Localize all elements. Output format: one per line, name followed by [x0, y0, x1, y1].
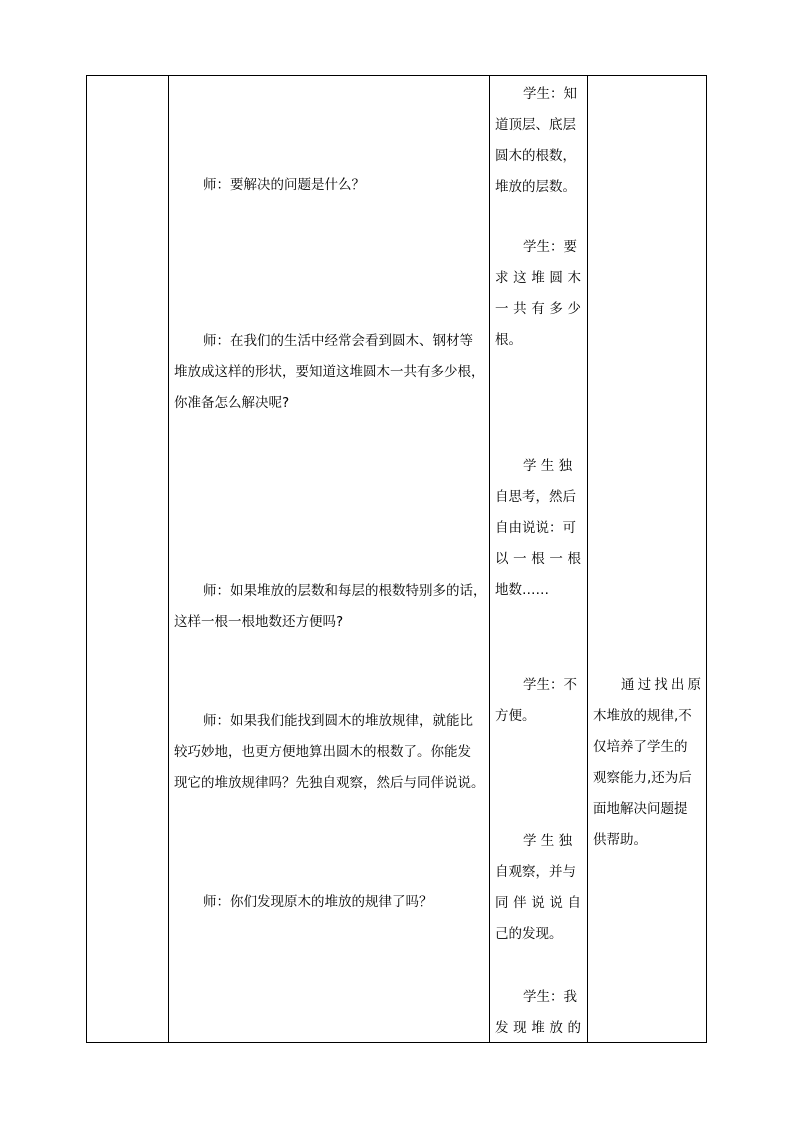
student-answer-5-line-1: 学 生 独 [523, 833, 573, 849]
student-answer-6-line-1: 学生：我 [523, 989, 577, 1005]
student-answer-3-line-3: 自由说说：可 [495, 520, 576, 536]
student-answer-4-line-1: 学生：不 [523, 677, 577, 693]
design-note-line-2: 木堆放的规律,不 [593, 708, 692, 724]
teacher-question-1: 师：要解决的问题是什么？ [203, 177, 365, 193]
design-note-line-6: 供帮助。 [593, 832, 647, 848]
design-note-line-5: 面地解决问题提 [593, 801, 688, 817]
student-answer-4-line-2: 方便。 [495, 708, 536, 724]
student-answer-5-line-2: 自观察，并与 [495, 864, 576, 880]
design-note-line-3: 仅培养了学生的 [593, 739, 688, 755]
student-answer-1-line-1: 学生：知 [523, 86, 577, 102]
teacher-question-4-line-3: 现它的堆放规律吗？先独自观察，然后与同伴说说。 [174, 775, 485, 791]
student-answer-5-line-3: 同伴说说自 [495, 895, 581, 911]
student-answer-5-line-4: 己的发现。 [495, 926, 563, 942]
student-activity-column [489, 76, 587, 1042]
design-note-line-1: 通过找出原 [621, 677, 701, 693]
teacher-question-5: 师：你们发现原木的堆放的规律了吗？ [203, 894, 433, 910]
teacher-question-4-line-1: 师：如果我们能找到圆木的堆放规律，就能比 [203, 713, 473, 729]
design-note-line-4: 观察能力,还为后 [593, 770, 692, 786]
student-answer-3-line-4: 以一根一根 [495, 551, 581, 567]
lesson-table [86, 75, 707, 1043]
teacher-activity-column [169, 76, 489, 1042]
student-answer-2-line-4: 根。 [495, 332, 522, 348]
student-answer-2-line-3: 一共有多少 [495, 301, 581, 317]
design-intent-column [587, 76, 708, 1042]
teacher-question-2-line-2: 堆放成这样的形状，要知道这堆圆木一共有多少根， [174, 364, 485, 380]
student-answer-2-line-1: 学生：要 [523, 239, 577, 255]
teacher-question-3-line-2: 这样一根一根地数还方便吗? [174, 614, 344, 630]
student-answer-3-line-5: 地数…… [495, 582, 549, 598]
teacher-question-2-line-3: 你准备怎么解决呢? [174, 395, 290, 411]
student-answer-2-line-2: 求这堆圆木 [495, 270, 581, 286]
student-answer-3-line-1: 学 生 独 [523, 458, 573, 474]
student-answer-1-line-2: 道顶层、底层 [495, 117, 576, 133]
teacher-question-2-line-1: 师：在我们的生活中经常会看到圆木、钢材等 [203, 333, 473, 349]
student-answer-1-line-4: 堆放的层数。 [495, 179, 576, 195]
teacher-question-4-line-2: 较巧妙地，也更方便地算出圆木的根数了。你能发 [174, 744, 471, 760]
student-answer-3-line-2: 自思考，然后 [495, 489, 576, 505]
student-answer-1-line-3: 圆木的根数， [495, 148, 576, 164]
teacher-question-3-line-1: 师：如果堆放的层数和每层的根数特别多的话， [203, 583, 487, 599]
student-answer-6-line-2: 发现堆放的 [495, 1020, 581, 1036]
